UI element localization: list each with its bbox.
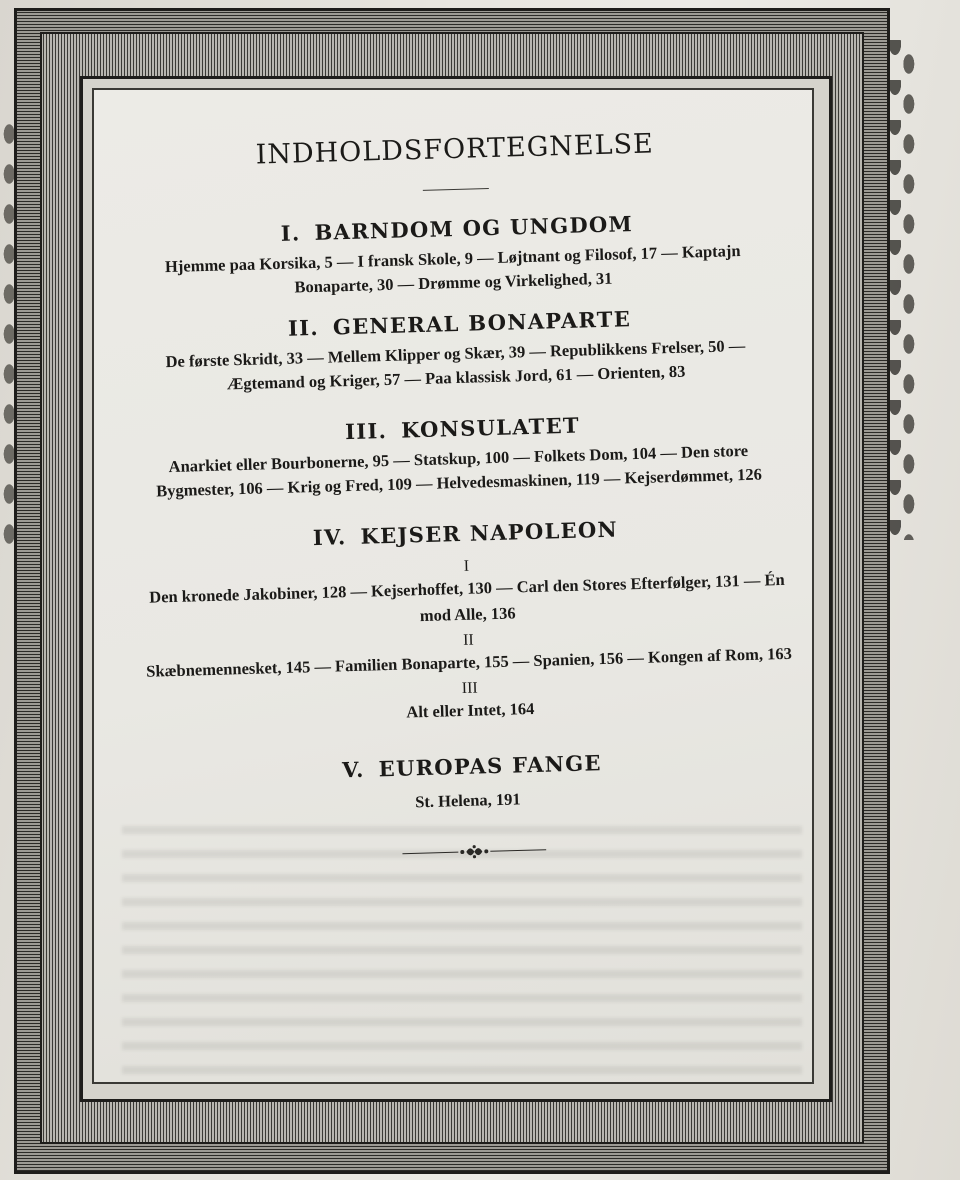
table-of-contents [92, 78, 835, 875]
section-number: II. [287, 314, 320, 341]
title-rule [423, 188, 489, 191]
section-title: KONSULATET [400, 412, 581, 443]
part-entries: Alt eller Intet, 164 [406, 698, 535, 722]
section-4 [104, 511, 831, 734]
part-entries: Den kronede Jakobiner, 128 — Kejserhoffet, 130 — Carl den Stores Efterfølger, 131 — Én mod Alle, 136 [148, 569, 785, 626]
section-5 [111, 744, 834, 823]
part-number: I [463, 557, 470, 575]
section-heading [104, 511, 826, 556]
section-3 [101, 406, 825, 505]
table-of-contents-page [92, 88, 814, 1084]
ornament-flourish-icon [402, 841, 546, 863]
part-number: III [461, 679, 478, 697]
part-entries: Skæbnemennesket, 145 — Familien Bonaparte, 155 — Spanien, 156 — Kongen af Rom, 163 [145, 643, 793, 681]
section-1 [96, 206, 820, 305]
section-title: EUROPAS FANGE [378, 750, 603, 782]
section-number: V. [341, 756, 366, 783]
section-number: I. [280, 220, 301, 246]
section-title: BARNDOM OG UNGDOM [314, 211, 634, 245]
section-number: IV. [312, 524, 347, 551]
section-number: III. [344, 417, 388, 445]
section-entries: De første Skridt, 33 — Mellem Klipper og Skær, 39 — Republikkens Frelser, 50 — Ægtemand og Kriger, 57 — Paa klassisk Jord, 61 — Orienten, 83 [165, 335, 746, 394]
section-entries: Hjemme paa Korsika, 5 — I fransk Skole, 9 — Løjtnant og Filosof, 17 — Kaptajn Bonaparte, 30 — Drømme og Virkelighed, 31 [164, 241, 741, 297]
section-entries: St. Helena, 191 [414, 789, 521, 812]
section-2 [98, 301, 822, 400]
section-entries: Anarkiet eller Bourbonerne, 95 — Statskup, 100 — Folkets Dom, 104 — Den store Bygmester, 106 — Krig og Fred, 109 — Helvedesmaskinen, 119 — Kejserdømmet, 126 [155, 440, 763, 501]
section-title: GENERAL BONAPARTE [332, 306, 632, 340]
page-title: INDHOLDSFORTEGNELSE [255, 128, 655, 171]
section-title: KEJSER NAPOLEON [360, 516, 619, 549]
part-number: II [462, 631, 474, 649]
